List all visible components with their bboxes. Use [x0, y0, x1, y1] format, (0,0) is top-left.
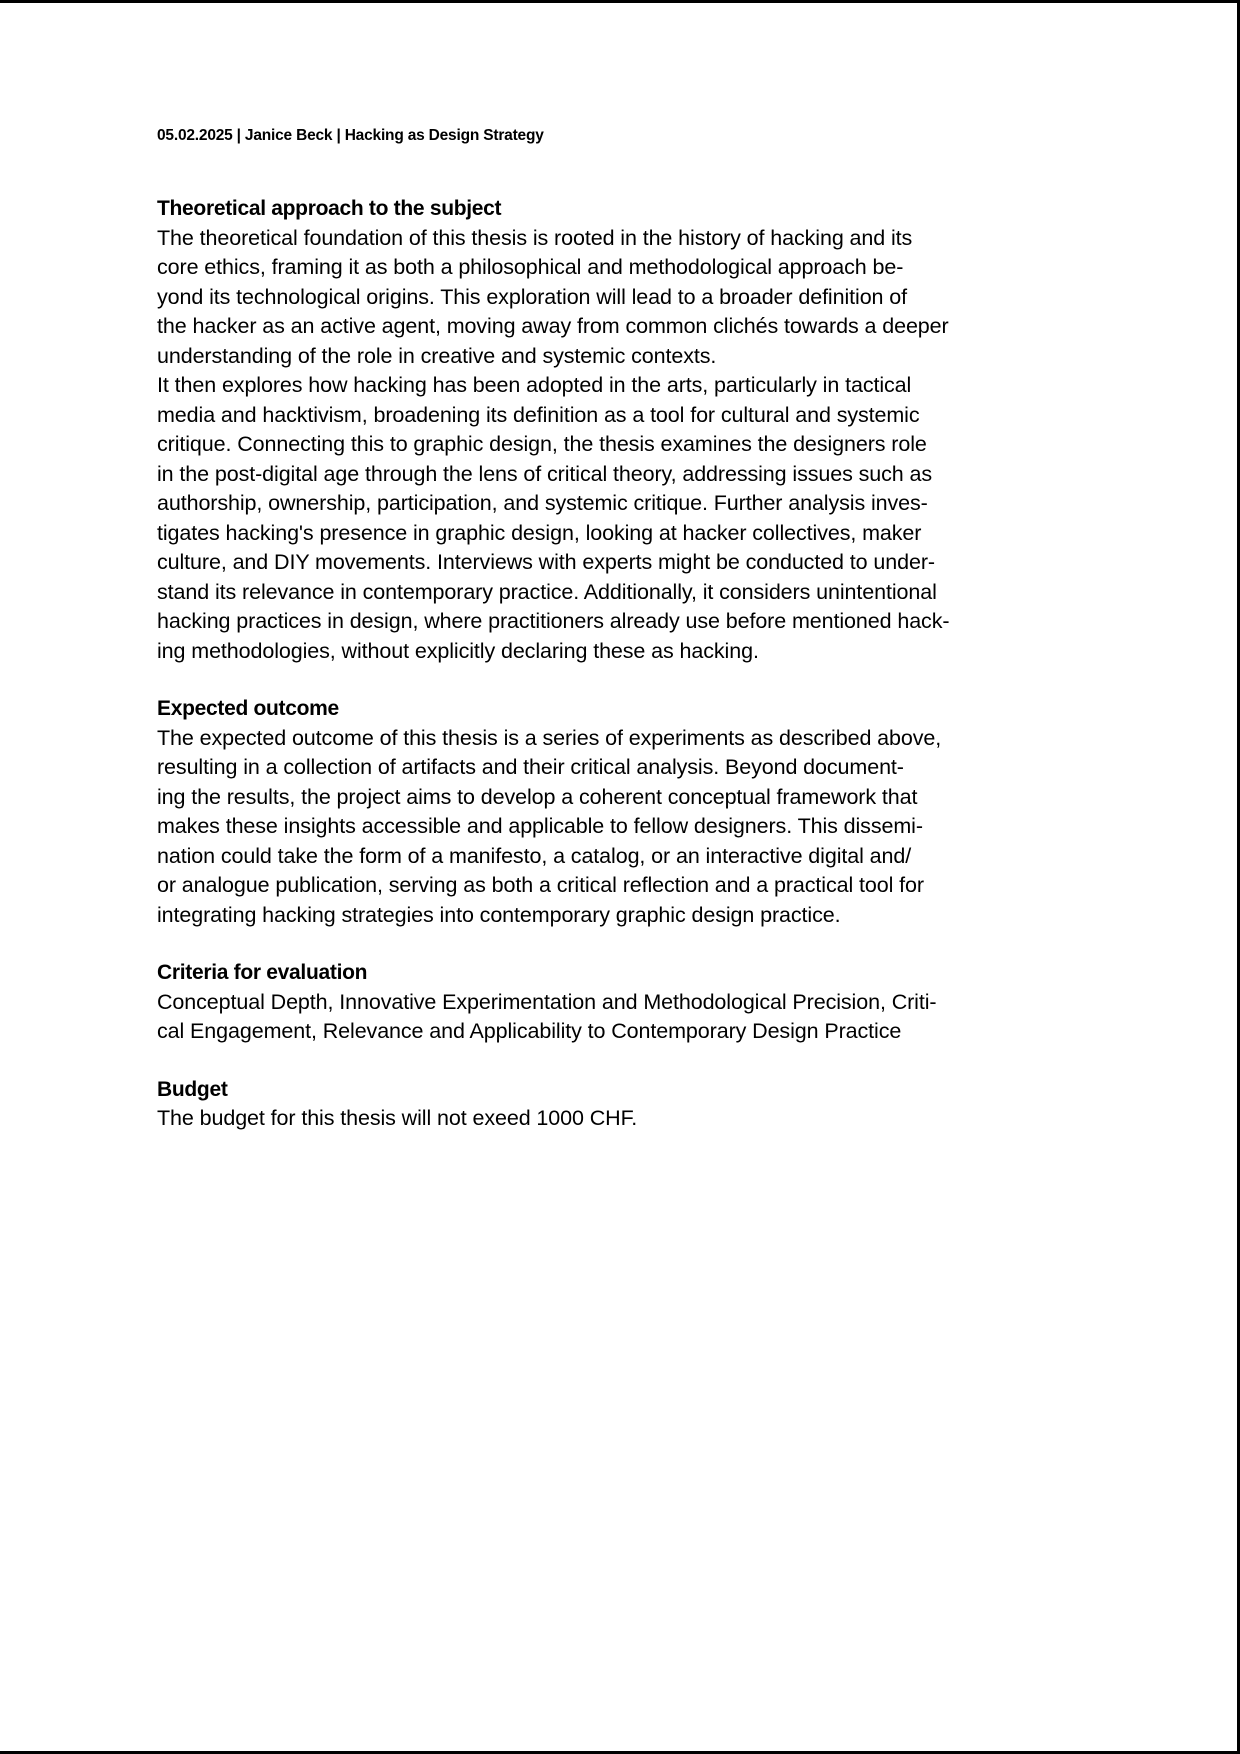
document-page [0, 3, 1237, 1751]
paragraph-line: makes these insights accessible and applicable to fellow designers. This dissemi- [157, 814, 923, 838]
section-title: Expected outcome [157, 697, 339, 720]
document-body [157, 194, 1077, 1134]
paragraph-line: core ethics, framing it as both a philosophical and methodological approach be- [157, 255, 904, 279]
section-budget [157, 1075, 1077, 1134]
paragraph-line: tigates hacking's presence in graphic design, looking at hacker collectives, maker [157, 520, 922, 545]
paragraph-line: culture, and DIY movements. Interviews with experts might be conducted to under- [157, 550, 935, 574]
paragraph-line: cal Engagement, Relevance and Applicability to Contemporary Design Practice [157, 1019, 902, 1043]
section-title: Budget [157, 1077, 228, 1101]
paragraph-line: ing methodologies, without explicitly declaring these as hacking. [157, 638, 759, 663]
paragraph-line: stand its relevance in contemporary practice. Additionally, it considers unintentional [157, 579, 937, 604]
paragraph-line: The theoretical foundation of this thesis is rooted in the history of hacking and its [157, 225, 913, 250]
paragraph-line: The budget for this thesis will not exeed 1000 CHF. [157, 1106, 638, 1130]
paragraph-line: The expected outcome of this thesis is a series of experiments as described above, [157, 725, 942, 750]
paragraph-line: or analogue publication, serving as both a critical reflection and a practical tool for [157, 873, 924, 897]
section-expected-outcome [157, 694, 1077, 930]
paragraph-line: the hacker as an active agent, moving away from common clichés towards a deeper [157, 314, 949, 338]
paragraph-line: ing the results, the project aims to develop a coherent conceptual framework that [157, 784, 918, 809]
paragraph-line: understanding of the role in creative and systemic contexts. [157, 343, 717, 368]
section-criteria-for-evaluation [157, 958, 1077, 1047]
paragraph-line: integrating hacking strategies into contemporary graphic design practice. [157, 902, 841, 927]
paragraph-line: nation could take the form of a manifesto, a catalog, or an interactive digital and/ [157, 843, 912, 868]
section-title: Theoretical approach to the subject [157, 197, 502, 220]
paragraph-line: in the post-digital age through the lens of critical theory, addressing issues such as [157, 461, 932, 486]
paragraph-line: hacking practices in design, where practitioners already use before mentioned hack- [157, 609, 950, 633]
paragraph-line: Conceptual Depth, Innovative Experimentation and Methodological Precision, Criti- [157, 989, 937, 1014]
paragraph-line: resulting in a collection of artifacts and their critical analysis. Beyond document- [157, 755, 904, 779]
section-title: Criteria for evaluation [157, 961, 368, 984]
paragraph-line: It then explores how hacking has been adopted in the arts, particularly in tactical [157, 373, 912, 397]
paragraph-line: yond its technological origins. This exploration will lead to a broader definition of [157, 284, 908, 309]
paragraph-line: authorship, ownership, participation, and systemic critique. Further analysis inves- [157, 491, 928, 515]
paragraph-line: critique. Connecting this to graphic design, the thesis examines the designers role [157, 432, 927, 456]
paragraph-line: media and hacktivism, broadening its definition as a tool for cultural and systemic [157, 402, 920, 427]
page-header: 05.02.2025 | Janice Beck | Hacking as Design Strategy [157, 127, 544, 144]
section-theoretical-approach [157, 194, 1077, 666]
